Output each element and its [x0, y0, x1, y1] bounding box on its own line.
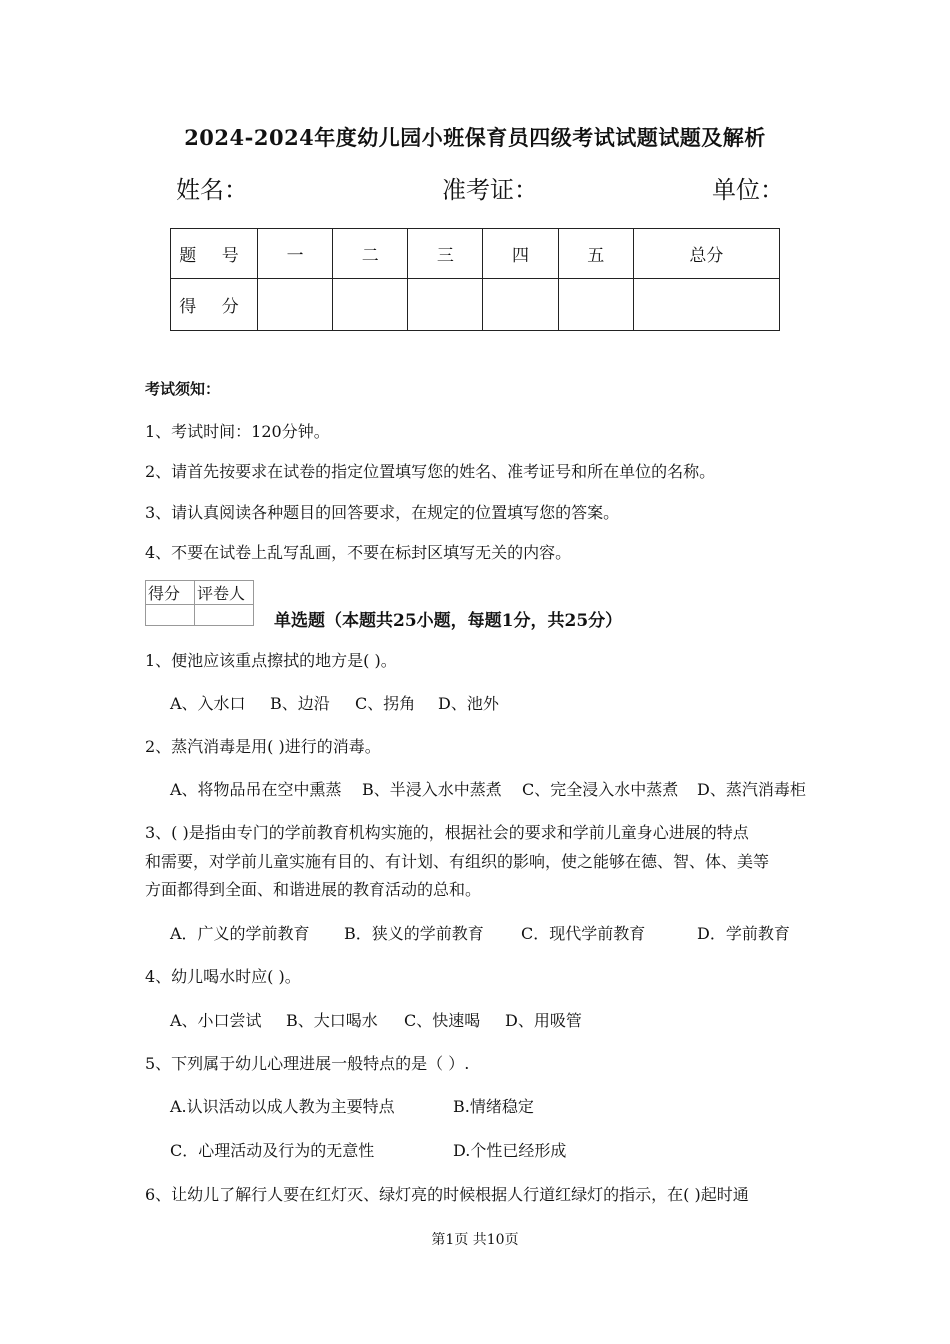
page-title: 2024-2024年度幼儿园小班保育员四级考试试题试题及解析	[184, 125, 766, 150]
score-table	[170, 228, 780, 331]
section-heading: 单选题（本题共25小题，每题1分，共25分）	[274, 611, 623, 631]
question-3-option-c: C．现代学前教育	[521, 924, 646, 943]
question-5-option-a: A.认识活动以成人教为主要特点	[170, 1097, 395, 1116]
question-2-stem: 2、蒸汽消毒是用( )进行的消毒。	[145, 737, 381, 756]
question-3-option-a: A．广义的学前教育	[170, 924, 310, 943]
question-2-option-d: D、蒸汽消毒柜	[697, 780, 806, 799]
score-table-score-row	[171, 279, 780, 331]
score-cell-total[interactable]	[633, 279, 779, 331]
question-5-option-b: B.情绪稳定	[453, 1097, 534, 1116]
grader-table-score-label: 得分	[146, 581, 195, 605]
question-4-option-d: D、用吸管	[505, 1011, 582, 1030]
page-footer: 第1页 共10页	[431, 1232, 519, 1248]
question-3-option-d: D．学前教育	[697, 924, 790, 943]
score-header-label: 题 号	[171, 229, 258, 279]
score-cell-4[interactable]	[483, 279, 558, 331]
notice-item-4: 4、不要在试卷上乱写乱画，不要在标封区填写无关的内容。	[145, 543, 572, 562]
notice-heading: 考试须知：	[145, 380, 221, 398]
name-field-label: 姓名：	[176, 176, 248, 204]
question-4-option-a: A、小口尝试	[170, 1011, 262, 1030]
question-1-option-b: B、边沿	[270, 694, 330, 713]
grader-table-grader-label: 评卷人	[195, 581, 254, 605]
question-4-option-b: B、大口喝水	[286, 1011, 378, 1030]
question-4-stem: 4、幼儿喝水时应( )。	[145, 967, 301, 986]
question-6-stem: 6、让幼儿了解行人要在红灯灭、绿灯亮的时候根据人行道红绿灯的指示，在( )起时通	[145, 1185, 749, 1204]
grader-table-grader-cell[interactable]	[195, 605, 254, 626]
notice-item-3: 3、请认真阅读各种题目的回答要求，在规定的位置填写您的答案。	[145, 503, 620, 522]
question-1-option-d: D、池外	[438, 694, 499, 713]
score-cell-2[interactable]	[333, 279, 408, 331]
question-4-option-c: C、快速喝	[404, 1011, 481, 1030]
score-cell-3[interactable]	[408, 279, 483, 331]
question-3-stem-line-3: 方面都得到全面、和谐进展的教育活动的总和。	[145, 880, 482, 899]
notice-item-1: 1、考试时间：120分钟。	[145, 422, 330, 441]
score-header-5: 五	[558, 229, 633, 279]
score-row-label: 得 分	[171, 279, 258, 331]
score-cell-5[interactable]	[558, 279, 633, 331]
question-1-option-c: C、拐角	[355, 694, 416, 713]
question-5-stem: 5、下列属于幼儿心理进展一般特点的是（ ）.	[145, 1054, 470, 1073]
notice-item-2: 2、请首先按要求在试卷的指定位置填写您的姓名、准考证号和所在单位的名称。	[145, 462, 716, 481]
exam-id-field-label: 准考证：	[442, 176, 538, 204]
score-header-3: 三	[408, 229, 483, 279]
question-3-option-b: B．狭义的学前教育	[344, 924, 484, 943]
score-header-1: 一	[258, 229, 333, 279]
question-3-stem-line-1: 3、( )是指由专门的学前教育机构实施的，根据社会的要求和学前儿童身心进展的特点	[145, 823, 749, 842]
question-2-option-a: A、将物品吊在空中熏蒸	[170, 780, 342, 799]
question-1-stem: 1、便池应该重点擦拭的地方是( )。	[145, 651, 397, 670]
score-header-total: 总分	[633, 229, 779, 279]
question-2-option-b: B、半浸入水中蒸煮	[362, 780, 502, 799]
grader-table	[145, 580, 254, 626]
question-5-option-c: C．心理活动及行为的无意性	[170, 1141, 375, 1160]
unit-field-label: 单位：	[712, 176, 784, 204]
grader-table-score-cell[interactable]	[146, 605, 195, 626]
score-table-header-row	[171, 229, 780, 279]
score-cell-1[interactable]	[258, 279, 333, 331]
question-5-option-d: D.个性已经形成	[453, 1141, 567, 1160]
question-1-option-a: A、入水口	[170, 694, 246, 713]
score-header-2: 二	[333, 229, 408, 279]
question-2-option-c: C、完全浸入水中蒸煮	[522, 780, 679, 799]
question-3-stem-line-2: 和需要，对学前儿童实施有目的、有计划、有组织的影响，使之能够在德、智、体、美等	[145, 852, 770, 871]
score-header-4: 四	[483, 229, 558, 279]
